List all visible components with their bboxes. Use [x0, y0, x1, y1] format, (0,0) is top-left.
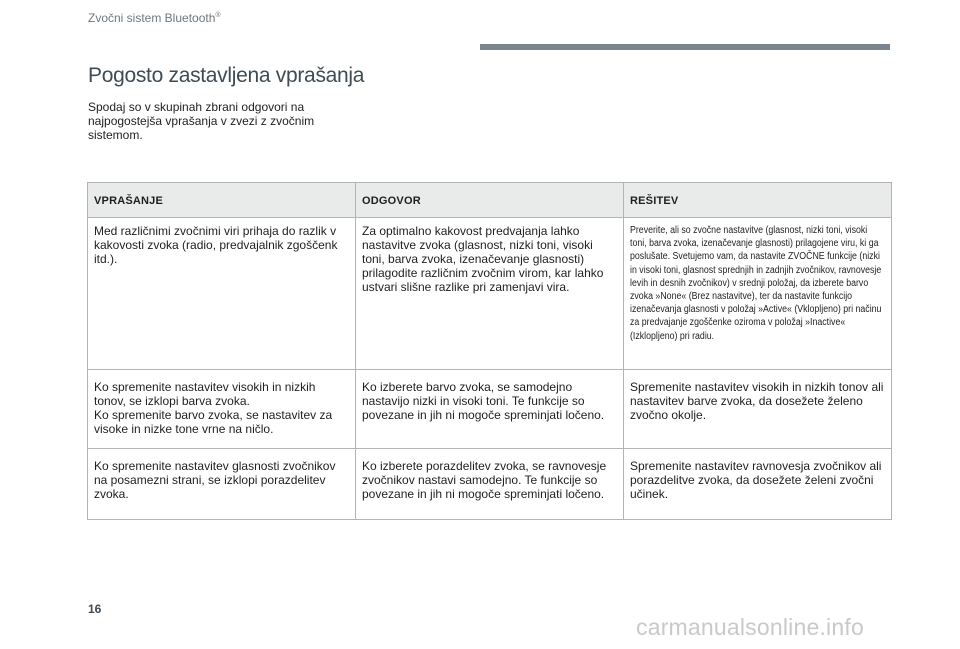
header-question: VPRAŠANJE: [88, 183, 356, 218]
question-cell: Ko spremenite nastavitev glasnosti zvočnikov na posamezni strani, se izklopi porazdelitev zvoka.: [88, 449, 356, 520]
answer-cell: Za optimalno kakovost predvajanja lahko nastavitve zvoka (glasnost, nizki toni, visoki toni, barva zvoka, izenačevanje glasnosti) prilagodite različnim zvočnim virom, kar lahko ustvari slišne razlike pri zamenjavi vira.: [356, 218, 624, 370]
header-bar: [480, 44, 890, 50]
faq-table: [87, 182, 892, 520]
question-cell: Ko spremenite nastavitev visokih in nizkih tonov, se izklopi barva zvoka. Ko spremenite barvo zvoka, se nastavitev za visoke in nizke tone vrne na ničlo.: [88, 370, 356, 449]
table-row: [88, 370, 892, 449]
table-row: [88, 218, 892, 370]
table-header-row: [88, 183, 892, 218]
watermark: carmanualsonline.info: [636, 614, 864, 640]
section-title: [88, 11, 221, 25]
solution-cell: [624, 218, 892, 370]
answer-cell: Ko izberete barvo zvoka, se samodejno nastavijo nizki in visoki toni. Te funkcije so povezane in jih ni mogoče spreminjati ločeno.: [356, 370, 624, 449]
answer-cell: Ko izberete porazdelitev zvoka, se ravnovesje zvočnikov nastavi samodejno. Te funkcije so povezane in jih ni mogoče spreminjati ločeno.: [356, 449, 624, 520]
solution-cell: Spremenite nastavitev visokih in nizkih tonov ali nastavitev barve zvoka, da dosežete želeno zvočno okolje.: [624, 370, 892, 449]
header-answer: ODGOVOR: [356, 183, 624, 218]
solution-cell: Spremenite nastavitev ravnovesja zvočnikov ali porazdelitve zvoka, da dosežete želeni zvočni učinek.: [624, 449, 892, 520]
section-title-text: Zvočni sistem Bluetooth: [88, 11, 216, 25]
table-row: [88, 449, 892, 520]
header-solution: REŠITEV: [624, 183, 892, 218]
page-title: Pogosto zastavljena vprašanja: [88, 64, 365, 87]
intro-text: Spodaj so v skupinah zbrani odgovori na najpogostejša vprašanja v zvezi z zvočnim sistemom.: [88, 100, 315, 142]
registered-mark: ®: [215, 12, 221, 19]
solution-text: Preverite, ali so zvočne nastavitve (glasnost, nizki toni, visoki toni, barva zvoka, izenačevanje glasnosti) prilagojene viru, ki ga poslušate. Svetujemo vam, da nastavite ZVOČNE funkcije (nizki in visoki toni, glasnost sprednjih in zadnjih zvočnikov, ravnovesje levih in desnih zvočnikov) v srednji položaj, da izberete barvo zvoka »None« (Brez nastavitve), ter da nastavite funkcijo izenačevanja glasnosti v položaj »Active« (Vklopljeno) pri načinu za predvajanje zgoščenke oziroma v položaj »Inactive« (Izklopljeno) pri radiu.: [630, 225, 882, 342]
question-cell: Med različnimi zvočnimi viri prihaja do razlik v kakovosti zvoka (radio, predvajalnik zgoščenk itd.).: [88, 218, 356, 370]
page-number: 16: [88, 602, 102, 616]
